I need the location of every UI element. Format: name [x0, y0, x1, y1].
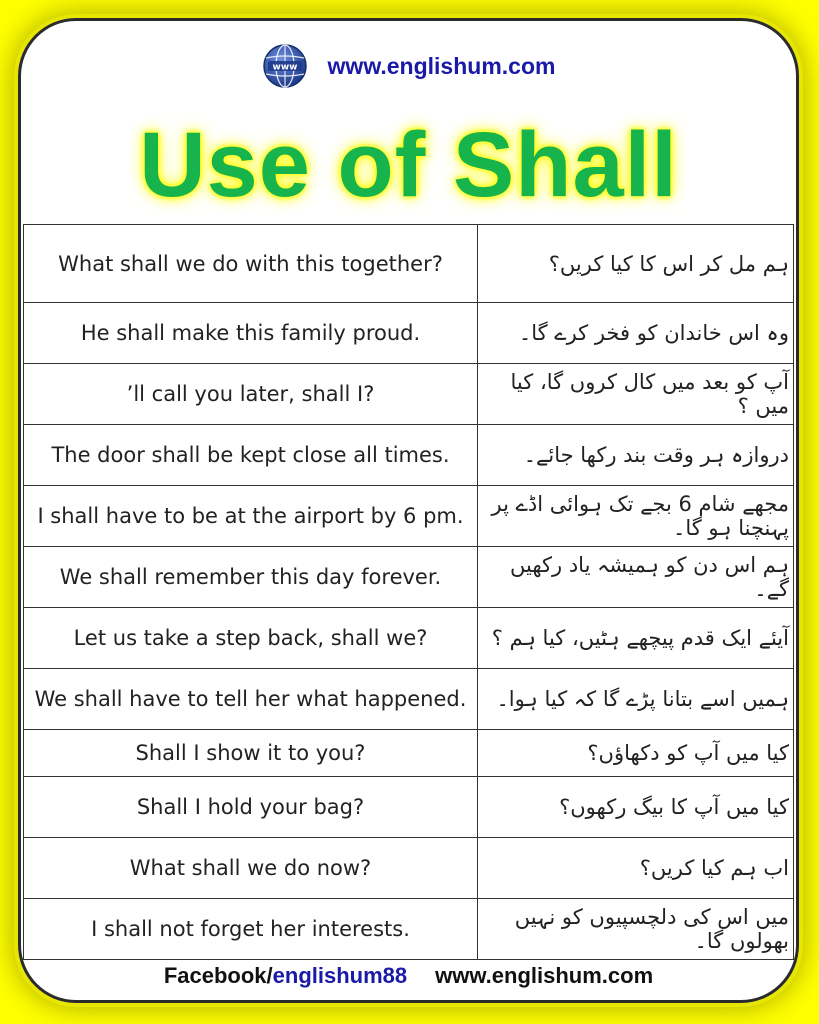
- page-title: Use of Shall: [139, 114, 678, 216]
- english-sentence: What shall we do with this together?: [24, 225, 478, 303]
- table-row: [24, 899, 794, 960]
- table-row: [24, 777, 794, 838]
- urdu-translation: آیئے ایک قدم پیچھے ہٹیں، کیا ہم ؟: [478, 608, 794, 669]
- english-sentence: Shall I hold your bag?: [24, 777, 478, 838]
- table-row: [24, 486, 794, 547]
- urdu-translation: آپ کو بعد میں کال کروں گا، کیا میں ؟: [478, 364, 794, 425]
- english-sentence: We shall have to tell her what happened.: [24, 669, 478, 730]
- english-sentence: I shall have to be at the airport by 6 pm.: [24, 486, 478, 547]
- english-sentence: What shall we do now?: [24, 838, 478, 899]
- urdu-translation: ہمیں اسے بتانا پڑے گا کہ کیا ہوا۔: [478, 669, 794, 730]
- facebook-handle[interactable]: englishum88: [272, 963, 408, 988]
- table-row: [24, 425, 794, 486]
- urdu-translation: میں اس کی دلچسپیوں کو نہیں بھولوں گا۔: [478, 899, 794, 960]
- urdu-translation: اب ہم کیا کریں؟: [478, 838, 794, 899]
- urdu-translation: ہم اس دن کو ہمیشہ یاد رکھیں گے۔: [478, 547, 794, 608]
- sentence-table: [23, 224, 794, 960]
- table-row: [24, 608, 794, 669]
- table-row: [24, 225, 794, 303]
- urdu-translation: مجھے شام 6 بجے تک ہوائی اڈے پر پہنچنا ہو گا۔: [478, 486, 794, 547]
- content-card: [18, 18, 799, 1003]
- english-sentence: Shall I show it to you?: [24, 730, 478, 777]
- english-sentence: We shall remember this day forever.: [24, 547, 478, 608]
- footer: [18, 963, 799, 989]
- english-sentence: Let us take a step back, shall we?: [24, 608, 478, 669]
- site-url[interactable]: www.englishum.com: [327, 52, 556, 79]
- urdu-translation: ہم مل کر اس کا کیا کریں؟: [478, 225, 794, 303]
- site-header: [18, 42, 799, 90]
- english-sentence: He shall make this family proud.: [24, 303, 478, 364]
- english-sentence: ’ll call you later, shall I?: [24, 364, 478, 425]
- urdu-translation: کیا میں آپ کا بیگ رکھوں؟: [478, 777, 794, 838]
- table-row: [24, 669, 794, 730]
- urdu-translation: کیا میں آپ کو دکھاؤں؟: [478, 730, 794, 777]
- table-row: [24, 730, 794, 777]
- footer-site-url[interactable]: www.englishum.com: [435, 963, 654, 988]
- svg-text:www: www: [272, 62, 298, 73]
- table-row: [24, 838, 794, 899]
- table-row: [24, 303, 794, 364]
- english-sentence: The door shall be kept close all times.: [24, 425, 478, 486]
- urdu-translation: وہ اس خاندان کو فخر کرے گا۔: [478, 303, 794, 364]
- table-row: [24, 364, 794, 425]
- urdu-translation: دروازہ ہر وقت بند رکھا جائے۔: [478, 425, 794, 486]
- table-row: [24, 547, 794, 608]
- globe-www-icon: [262, 43, 308, 89]
- facebook-label: Facebook/: [163, 963, 273, 988]
- english-sentence: I shall not forget her interests.: [24, 899, 478, 960]
